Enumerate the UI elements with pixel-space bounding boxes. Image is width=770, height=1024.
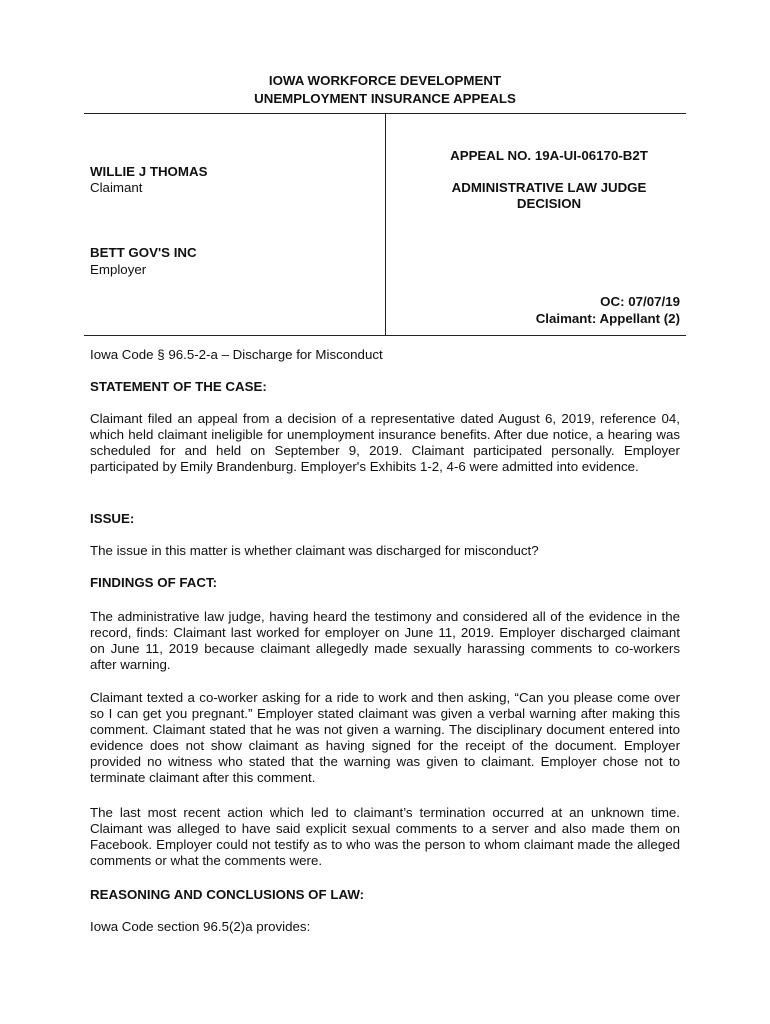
decision-title-line2: DECISION <box>516 196 582 211</box>
claimant-role: Claimant <box>90 180 143 195</box>
reasoning-heading: REASONING AND CONCLUSIONS OF LAW: <box>90 887 365 902</box>
findings-paragraph-3: The last most recent action which led to claimant’s termination occurred at an unknown time. Claimant was alleged to have said explicit sexual comments to a server and also made them on Facebook. Employer could not testify as to who was the person to whom claimant made the alleged comments or what the comments were. <box>90 805 680 868</box>
appeal-number: APPEAL NO. 19A-UI-06170-B2T <box>450 148 648 163</box>
employer-name: BETT GOV'S INC <box>90 245 197 260</box>
issue-heading: ISSUE: <box>90 511 135 526</box>
findings-paragraph-1: The administrative law judge, having heard the testimony and considered all of the evidence in the record, finds: Claimant last worked for employer on June 11, 2019. Employer discharged claimant on June 11, 2019 because claimant allegedly made sexually harassing comments to co-workers after warning. <box>90 609 680 672</box>
reasoning-paragraph: Iowa Code section 96.5(2)a provides: <box>90 919 311 934</box>
header-divider <box>385 113 386 335</box>
claimant-status: Claimant: Appellant (2) <box>535 311 680 326</box>
oc-date: OC: 07/07/19 <box>600 294 680 309</box>
statement-paragraph: Claimant filed an appeal from a decision of a representative dated August 6, 2019, reference 04, which held claimant ineligible for unemployment insurance benefits. After due notice, a hearing was scheduled for and held on September 9, 2019. Claimant participated personally. Employer participated by Emily Brandenburg. Employer's Exhibits 1-2, 4-6 were admitted into evidence. <box>90 411 680 474</box>
agency-title: IOWA WORKFORCE DEVELOPMENT <box>268 73 502 88</box>
findings-paragraph-2: Claimant texted a co-worker asking for a ride to work and then asking, “Can you please come over so I can get you pregnant.” Employer stated claimant was given a verbal warning after making this comment. Claimant stated that he was not given a warning. The disciplinary document entered into evidence does not show claimant as having signed for the receipt of the document. Employer provided no witness who stated that the warning was given to claimant. Employer chose not to terminate claimant after this comment. <box>90 690 680 785</box>
decision-title-line1: ADMINISTRATIVE LAW JUDGE <box>451 180 647 195</box>
findings-heading: FINDINGS OF FACT: <box>90 575 218 590</box>
employer-role: Employer <box>90 262 147 277</box>
statement-heading: STATEMENT OF THE CASE: <box>90 379 267 394</box>
header-bottom-rule <box>84 335 686 336</box>
claimant-name: WILLIE J THOMAS <box>90 164 208 179</box>
issue-paragraph: The issue in this matter is whether claimant was discharged for misconduct? <box>90 543 539 558</box>
division-title: UNEMPLOYMENT INSURANCE APPEALS <box>254 91 516 106</box>
code-reference: Iowa Code § 96.5-2-a – Discharge for Misconduct <box>90 347 383 362</box>
